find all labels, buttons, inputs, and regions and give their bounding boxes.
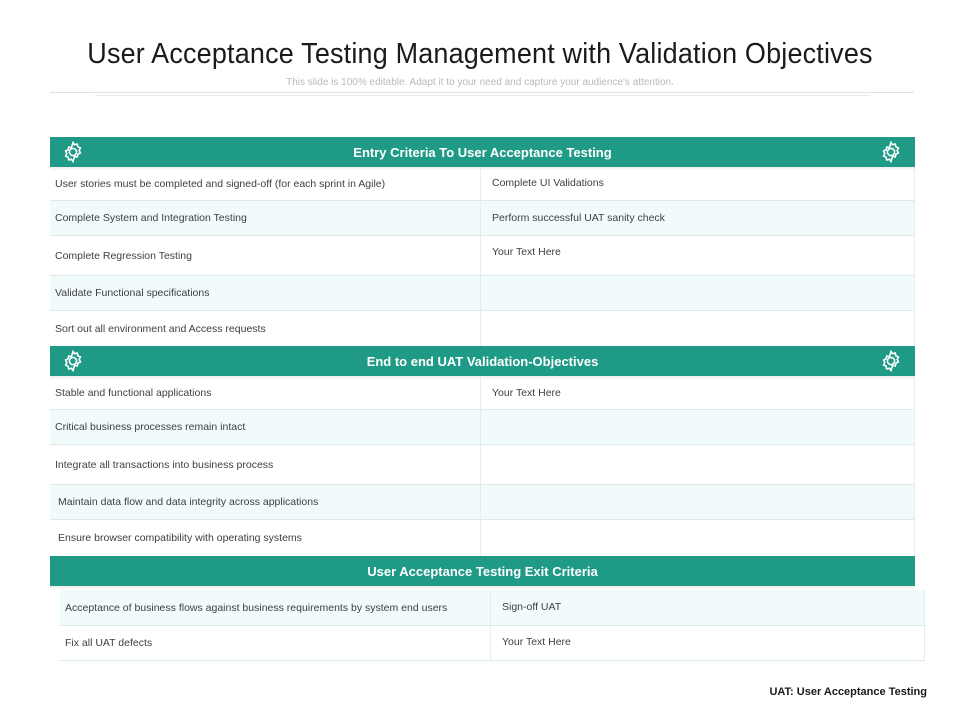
- table-row: [50, 410, 915, 445]
- table-cell: Stable and functional applications: [50, 376, 481, 409]
- table-row: [50, 485, 915, 520]
- table-cell: [481, 445, 915, 484]
- gear-icon: [61, 140, 85, 164]
- gear-icon: [879, 349, 903, 373]
- table-cell: Acceptance of business flows against business requirements by system end users: [60, 590, 491, 625]
- table-row: [60, 590, 925, 626]
- table-cell: Complete UI Validations: [481, 167, 915, 200]
- table-row: [50, 276, 915, 311]
- table-cell: Sort out all environment and Access requests: [50, 311, 481, 346]
- title-divider: [50, 92, 914, 93]
- table-cell: Complete System and Integration Testing: [50, 201, 481, 235]
- exit-criteria-title: User Acceptance Testing Exit Criteria: [367, 563, 598, 579]
- title-divider-inner: [95, 95, 870, 96]
- page-title: User Acceptance Testing Management with Validation Objectives: [87, 38, 873, 70]
- entry-criteria-title: Entry Criteria To User Acceptance Testing: [353, 144, 612, 160]
- table-cell: User stories must be completed and signed-off (for each sprint in Agile): [50, 167, 481, 200]
- table-row: [50, 167, 915, 201]
- table-row: [60, 626, 925, 661]
- table-row: [50, 236, 915, 276]
- page-subtitle: This slide is 100% editable. Adapt it to your need and capture your audience's attention.: [286, 77, 674, 88]
- table-row: [50, 520, 915, 555]
- table-cell: Critical business processes remain intact: [50, 410, 481, 444]
- table-cell: Integrate all transactions into business process: [50, 445, 481, 484]
- table-row: [50, 201, 915, 236]
- table-cell: [481, 410, 915, 444]
- table-cell: Complete Regression Testing: [50, 236, 481, 275]
- footnote: UAT: User Acceptance Testing: [769, 686, 927, 698]
- table-cell: Perform successful UAT sanity check: [481, 201, 915, 235]
- table-row: [50, 311, 915, 346]
- table-cell: [481, 276, 915, 310]
- table-cell: Validate Functional specifications: [50, 276, 481, 310]
- table-cell: [481, 485, 915, 519]
- table-cell: Ensure browser compatibility with operating systems: [50, 520, 481, 555]
- gear-icon: [879, 140, 903, 164]
- table-cell: Sign-off UAT: [491, 590, 925, 625]
- exit-criteria-header: [50, 556, 915, 586]
- table-cell: Fix all UAT defects: [60, 626, 491, 660]
- gear-icon: [61, 349, 85, 373]
- table-cell: Your Text Here: [491, 626, 925, 660]
- table-cell: [481, 311, 915, 346]
- table-cell: [481, 520, 915, 555]
- entry-criteria-header: [50, 137, 915, 167]
- table-cell: Your Text Here: [481, 376, 915, 409]
- validation-objectives-title: End to end UAT Validation-Objectives: [366, 353, 599, 369]
- table-cell: Your Text Here: [481, 236, 915, 275]
- table-row: [50, 376, 915, 410]
- table-row: [50, 445, 915, 485]
- validation-objectives-header: [50, 346, 915, 376]
- table-cell: Maintain data flow and data integrity across applications: [50, 485, 481, 519]
